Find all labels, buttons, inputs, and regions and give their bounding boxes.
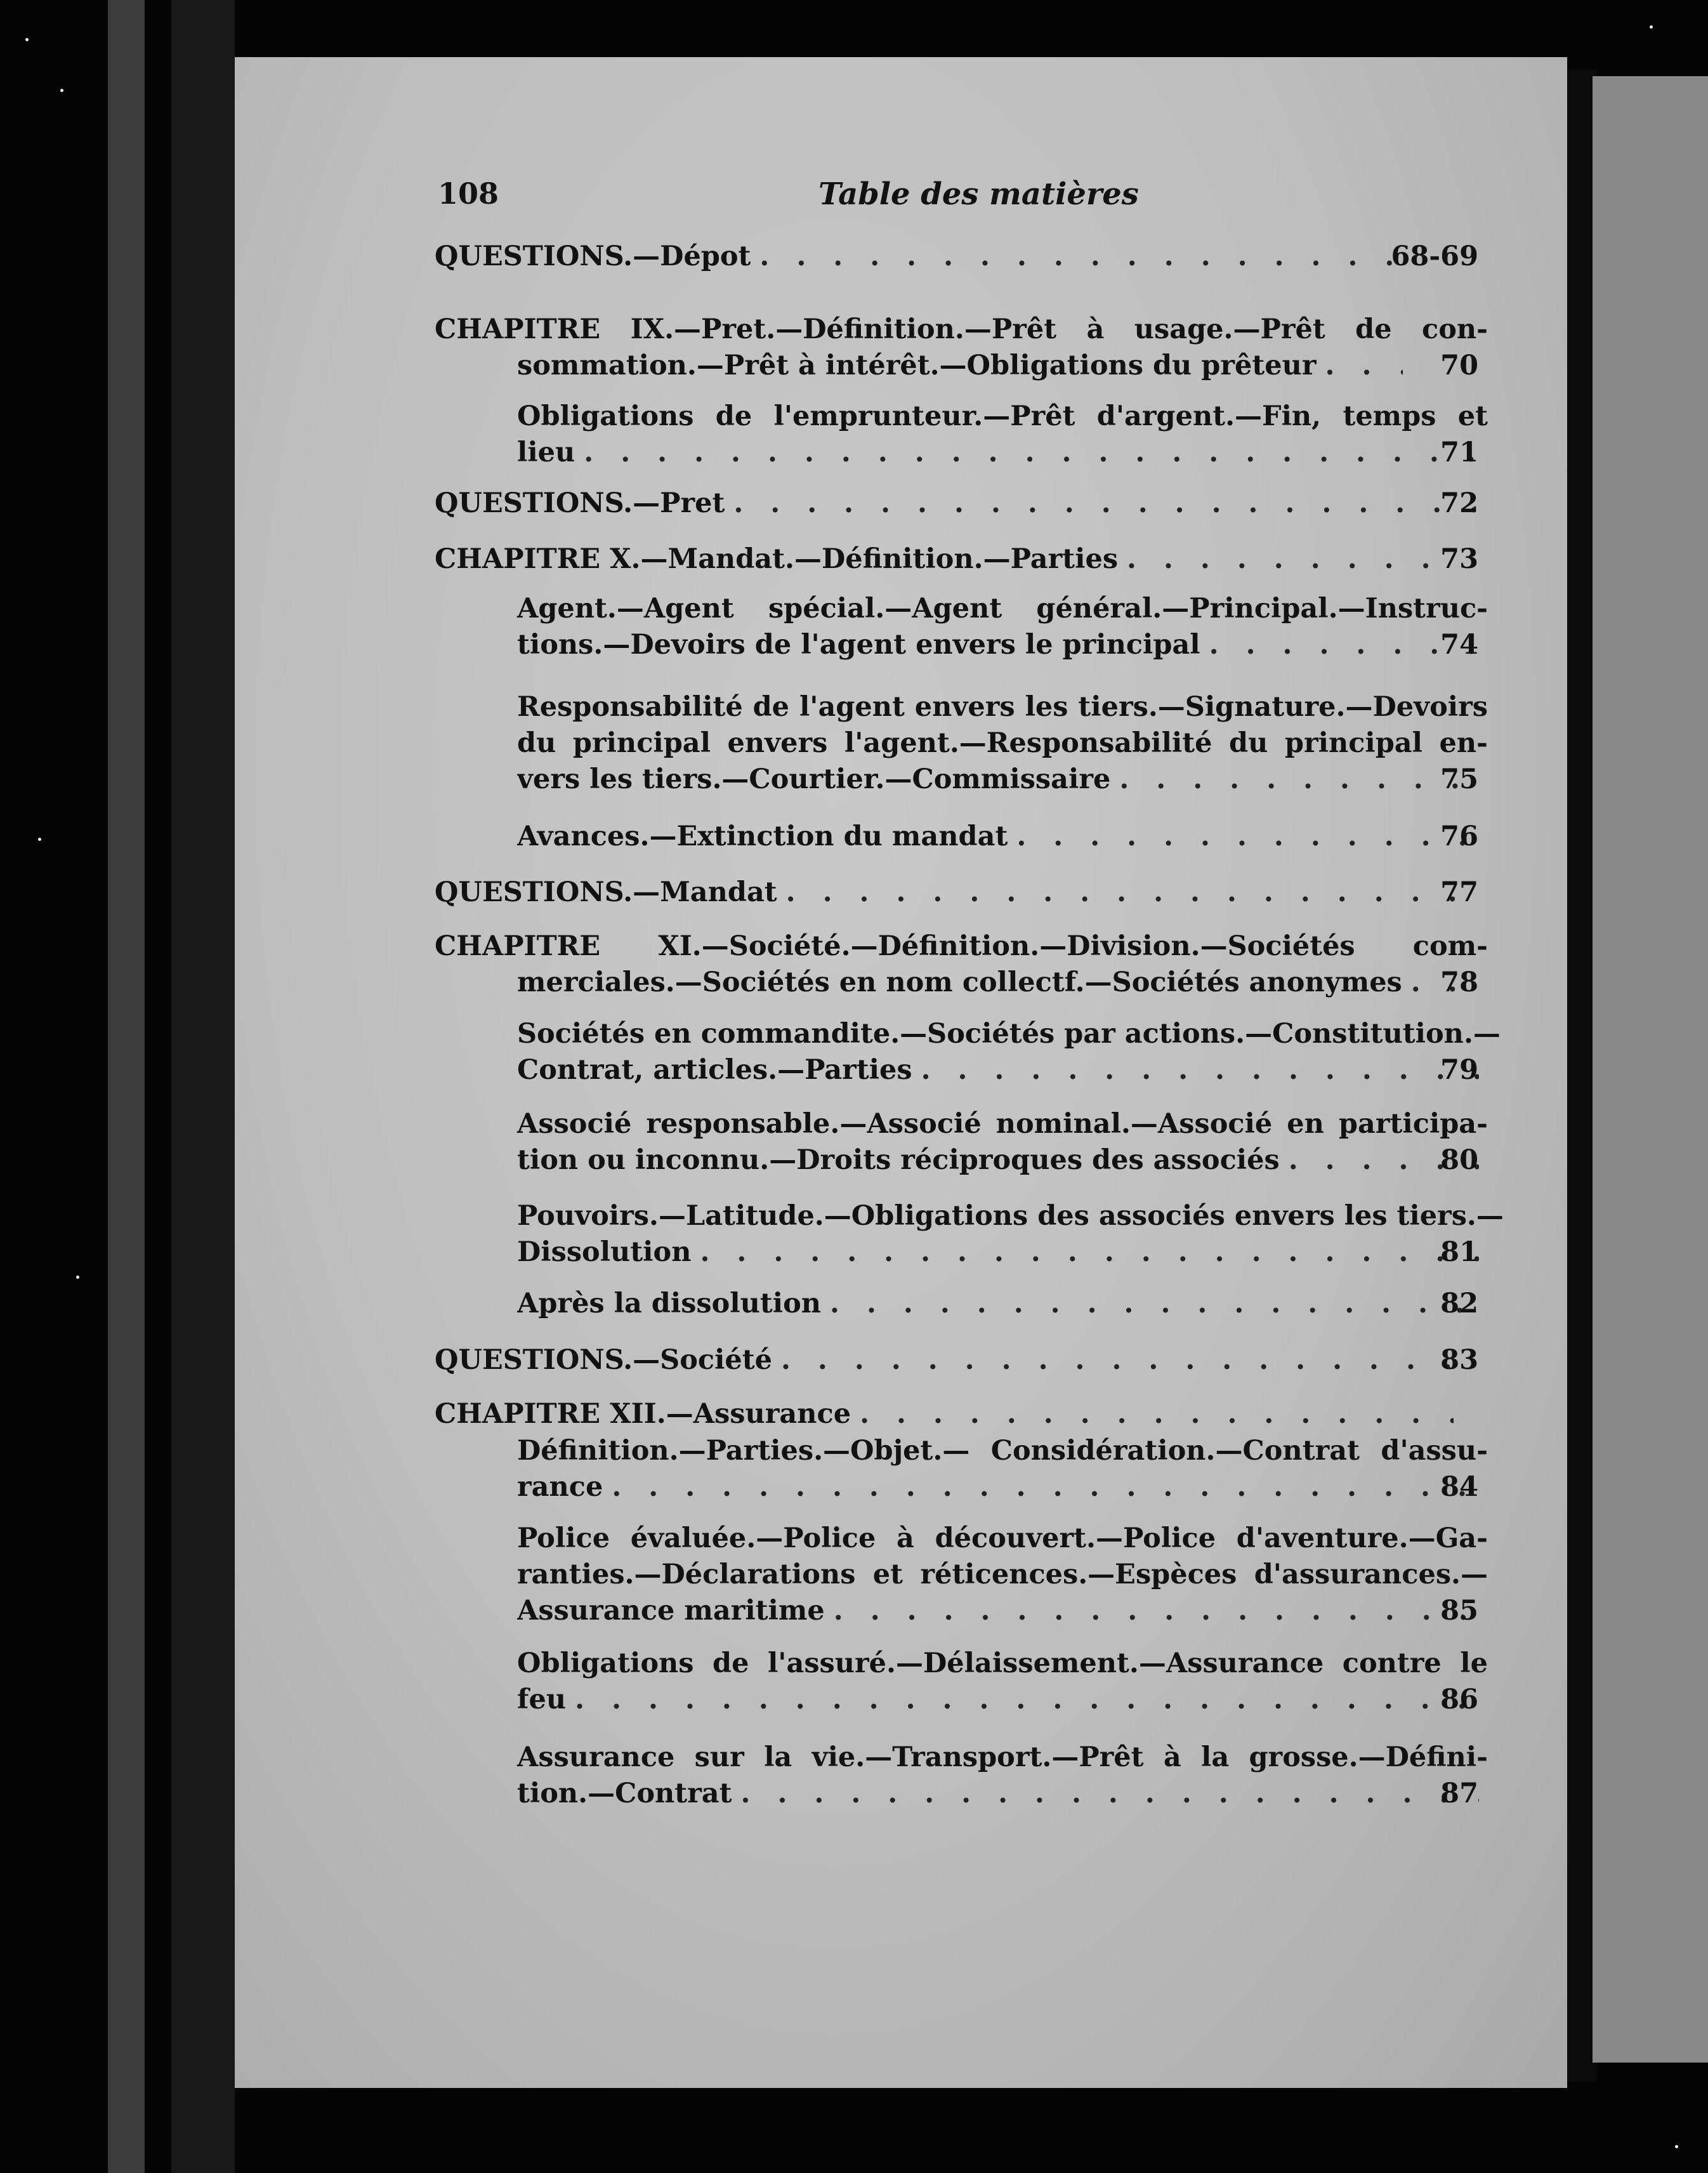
toc-page-number: 86 (1440, 1684, 1478, 1715)
facing-page-edge (1593, 76, 1708, 2063)
toc-page-number: 68-69 (1391, 241, 1478, 272)
toc-page-number: 83 (1440, 1344, 1478, 1376)
toc-page-number: 78 (1440, 967, 1478, 998)
toc-entry-line: Police évaluée.—Police à découvert.—Police d'aventure.—Ga- (517, 1522, 1488, 1554)
toc-entry-line: feu . . . (517, 1680, 1488, 1719)
scan-binding-shadow (171, 0, 235, 2173)
toc-entry-line: Associé responsable.—Associé nominal.—Associé en participa- (517, 1108, 1488, 1140)
toc-page-number: 80 (1440, 1144, 1478, 1176)
toc-entry-line: Agent.—Agent spécial.—Agent général.—Principal.—Instruc- (517, 593, 1488, 624)
toc-entry-line: QUESTIONS.—Pret . . . (435, 484, 1488, 523)
scan-speck (1675, 2145, 1678, 2148)
toc-page-number: 74 (1440, 629, 1478, 661)
toc-entry-line: sommation.—Prêt à intérêt.—Obligations du prêteur . . . (517, 346, 1412, 385)
toc-page-number: 73 (1440, 543, 1478, 575)
toc-page-number: 72 (1440, 487, 1478, 519)
toc-entry-line: tion ou inconnu.—Droits réciproques des associés . . . (517, 1140, 1488, 1180)
toc-entry-line: Obligations de l'emprunteur.—Prêt d'argent.—Fin, temps et (517, 400, 1488, 432)
toc-page-number: 82 (1440, 1288, 1478, 1319)
toc-entry-line: vers les tiers.—Courtier.—Commissaire . . . (517, 760, 1488, 799)
toc-entry-line: lieu . . . (517, 433, 1488, 472)
toc-entry-line: rance . . . (517, 1467, 1488, 1507)
toc-page-number: 76 (1440, 821, 1478, 852)
toc-entry-line: merciales.—Sociétés en nom collectf.—Sociétés anonymes . . . (517, 963, 1488, 1002)
toc-page-number: 87 (1440, 1778, 1478, 1809)
toc-entry-line: tions.—Devoirs de l'agent envers le principal . . . (517, 625, 1488, 664)
toc-entry-line: Définition.—Parties.—Objet.— Considération.—Contrat d'assu- (517, 1435, 1488, 1467)
toc-entry-line: tion.—Contrat . . . (517, 1774, 1488, 1813)
toc-entry-line: Pouvoirs.—Latitude.—Obligations des associés envers les tiers.— (517, 1200, 1504, 1232)
toc-entry-line: QUESTIONS.—Dépot . . . (435, 237, 1412, 276)
toc-page-number: 70 (1440, 350, 1478, 381)
toc-entry-line: Avances.—Extinction du mandat . . . (517, 817, 1488, 856)
scan-speck (60, 89, 63, 92)
toc-page-number: 81 (1440, 1236, 1478, 1268)
scan-speck (1650, 25, 1653, 29)
toc-entry-line: Assurance maritime . . . (517, 1591, 1488, 1630)
scan-speck (76, 1276, 79, 1279)
toc-page-number: 75 (1440, 763, 1478, 795)
toc-entry-line: CHAPITRE IX.—Pret.—Définition.—Prêt à usage.—Prêt de con- (435, 314, 1488, 345)
toc-entry-line: Dissolution . . . (517, 1232, 1488, 1272)
running-title: Table des matières (818, 176, 1139, 212)
book-page (235, 57, 1567, 2088)
toc-entry-line: Responsabilité de l'agent envers les tiers.—Signature.—Devoirs (517, 691, 1488, 723)
toc-entry-line: Assurance sur la vie.—Transport.—Prêt à la grosse.—Défini- (517, 1741, 1488, 1773)
toc-entry-line: QUESTIONS.—Société . . . (435, 1340, 1488, 1380)
toc-entry-line: CHAPITRE X.—Mandat.—Définition.—Parties . . . (435, 539, 1462, 579)
page-number: 108 (438, 176, 499, 211)
scan-left-edge (108, 0, 145, 2173)
scan-speck (38, 838, 41, 841)
toc-page-number: 79 (1440, 1054, 1478, 1086)
toc-entry-line: Sociétés en commandite.—Sociétés par actions.—Constitution.— (517, 1018, 1501, 1050)
toc-entry-line: CHAPITRE XI.—Société.—Définition.—Division.—Sociétés com- (435, 930, 1488, 962)
scan-speck (25, 38, 29, 41)
toc-entry-line: du principal envers l'agent.—Responsabilité du principal en- (517, 727, 1488, 759)
table-of-contents (235, 57, 1567, 2088)
toc-entry-line: Contrat, articles.—Parties . . . (517, 1050, 1488, 1090)
toc-entry-line: QUESTIONS.—Mandat . . . (435, 873, 1488, 912)
toc-entry-line: ranties.—Déclarations et réticences.—Espèces d'assurances.— (517, 1559, 1488, 1590)
toc-entry-line: Obligations de l'assuré.—Délaissement.—Assurance contre le (517, 1648, 1488, 1679)
toc-entry-line: Après la dissolution . . . (517, 1284, 1488, 1323)
toc-page-number: 85 (1440, 1595, 1478, 1627)
toc-page-number: 77 (1440, 876, 1478, 908)
toc-page-number: 71 (1440, 437, 1478, 468)
toc-entry-line: CHAPITRE XII.—Assurance . . . (435, 1394, 1462, 1434)
toc-page-number: 84 (1440, 1471, 1478, 1503)
